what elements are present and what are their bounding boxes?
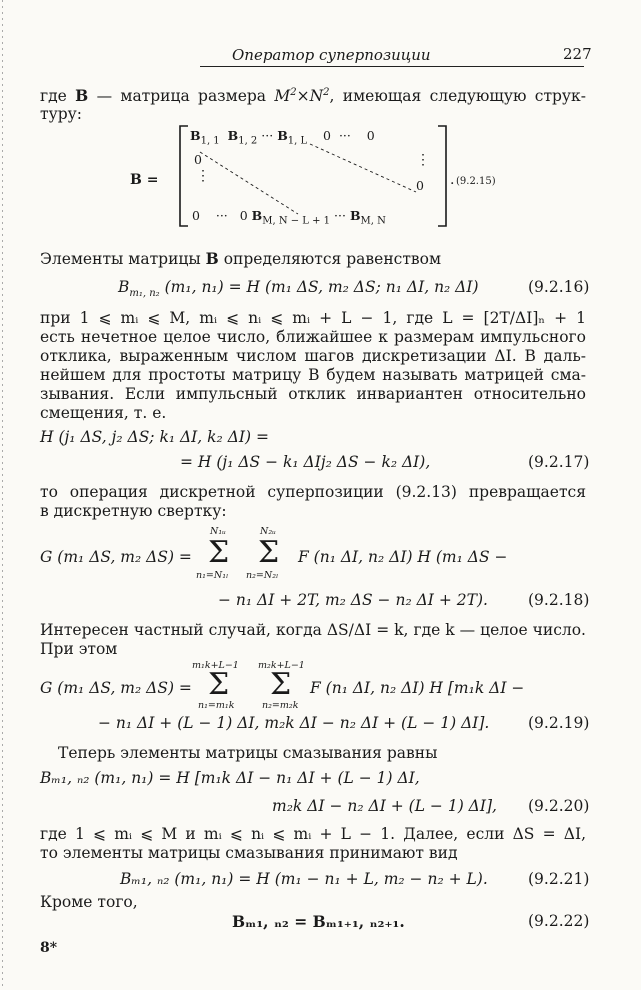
sum3-lower: n₁=m₁k xyxy=(198,700,235,711)
eq-9-2-18-lhs: G (m₁ ΔS, m₂ ΔS) = xyxy=(40,548,192,566)
para3-line3: отклика, выраженным числом шагов дискретизации ΔI. В даль- xyxy=(40,347,586,365)
eq-9-2-20-line1: Bₘ₁, ₙ₂ (m₁, n₁) = H [m₁k ΔI − n₁ ΔI + (L − 1) ΔI, xyxy=(40,769,420,787)
eq-9-2-22: Bₘ₁, ₙ₂ = Bₘ₁₊₁, ₙ₂₊₁. xyxy=(232,912,405,931)
matrix-row1: $B_{1, 1}$ $B_{1, 2}$ ··· $B_{1, L}$ 0 ··· 0 xyxy=(190,128,375,147)
para3-line4: нейшем для простоты матрицу B будем называть матрицей сма- xyxy=(40,366,586,384)
eq-number-9-2-17: (9.2.17) xyxy=(528,453,590,471)
page-number: 227 xyxy=(563,45,592,63)
para3-line1: при 1 ⩽ mᵢ ⩽ M, mᵢ ⩽ nᵢ ⩽ mᵢ + L − 1, где L = [2T/ΔI]ₙ + 1 xyxy=(40,309,586,327)
eq-9-2-17-line1: H (j₁ ΔS, j₂ ΔS; k₁ ΔI, k₂ ΔI) = xyxy=(40,428,269,446)
eq-9-2-21: Bₘ₁, ₙ₂ (m₁, n₁) = H (m₁ − n₁ + L, m₂ − n₂ + L). xyxy=(120,870,488,888)
eq-number-9-2-18: (9.2.18) xyxy=(528,591,590,609)
sum1-lower: n₁=N₁ₗ xyxy=(196,570,229,581)
eq-9-2-19-body: F (n₁ ΔI, n₂ ΔI) H [m₁k ΔI − xyxy=(310,679,525,697)
matrix-equation xyxy=(130,122,510,230)
sum3-sigma: Σ xyxy=(208,667,230,702)
sum1-sigma: Σ xyxy=(208,535,230,570)
running-title: Оператор суперпозиции xyxy=(232,46,431,64)
eq-9-2-17-line2: = H (j₁ ΔS − k₁ ΔIj₂ ΔS − k₂ ΔI), xyxy=(180,453,431,471)
matrix-vdots-right: ⋮ xyxy=(416,152,430,168)
sum1-upper: N₁ᵤ xyxy=(210,526,226,537)
para1-line1: где B — матрица размера $M^2\times N^2$, имеющая следующую струк- xyxy=(40,86,586,105)
eq-number-9-2-15: (9.2.15) xyxy=(456,176,496,187)
para7-line1: где 1 ⩽ mᵢ ⩽ M и mᵢ ⩽ nᵢ ⩽ mᵢ + L − 1. Далее, если ΔS = ΔI, xyxy=(40,825,586,843)
para3-line6: смещения, т. е. xyxy=(40,404,167,422)
para5-line2: При этом xyxy=(40,640,118,658)
eq-number-9-2-19: (9.2.19) xyxy=(528,714,590,732)
eq-9-2-18-line2: − n₁ ΔI + 2T, m₂ ΔS − n₂ ΔI + 2T). xyxy=(218,591,488,609)
header-rule xyxy=(200,66,584,67)
eq-9-2-20-line2: m₂k ΔI − n₂ ΔI + (L − 1) ΔI], xyxy=(272,797,497,815)
signature-mark: 8* xyxy=(40,940,58,956)
para2: Элементы матрицы B определяются равенством xyxy=(40,249,442,268)
page-edge xyxy=(2,0,3,990)
eq-9-2-19-line2: − n₁ ΔI + (L − 1) ΔI, m₂k ΔI − n₂ ΔI + (L − 1) ΔI]. xyxy=(98,714,490,732)
para3-line2: есть нечетное целое число, ближайшее к размерам импульсного xyxy=(40,328,586,346)
matrix-row-last: 0 ··· 0 $B_{M, N - L + 1}$ ··· $B_{M, N}$ xyxy=(192,208,386,227)
sum4-upper: m₂k+L−1 xyxy=(258,660,305,671)
sum3-upper: m₁k+L−1 xyxy=(192,660,239,671)
eq-9-2-19-lhs: G (m₁ ΔS, m₂ ΔS) = xyxy=(40,679,192,697)
eq-9-2-16: $B_{m_1, n_2}$ (m₁, n₁) = H (m₁ ΔS, m₂ ΔS; n₁ ΔI, n₂ ΔI) xyxy=(118,278,479,300)
eq-number-9-2-20: (9.2.20) xyxy=(528,797,590,815)
matrix-lhs: B = xyxy=(130,172,159,188)
sum4-sigma: Σ xyxy=(270,667,292,702)
eq-number-9-2-16: (9.2.16) xyxy=(528,278,590,296)
matrix-vdots-left: ⋮ xyxy=(196,168,210,184)
sum2-lower: n₂=N₂ₗ xyxy=(246,570,279,581)
para4-line2: в дискретную свертку: xyxy=(40,502,227,520)
para4-line1: то операция дискретной суперпозиции (9.2.13) превращается xyxy=(40,483,586,501)
para7-line2: то элементы матрицы смазывания принимают вид xyxy=(40,844,458,862)
matrix-cell-21: 0 xyxy=(194,152,202,167)
para6: Теперь элементы матрицы смазывания равны xyxy=(58,744,438,762)
eq-number-9-2-22: (9.2.22) xyxy=(528,912,590,930)
eq-number-9-2-21: (9.2.21) xyxy=(528,870,590,888)
para3-line5: зывания. Если импульсный отклик инвариантен относительно xyxy=(40,385,586,403)
matrix-cell-right: 0 xyxy=(416,178,424,193)
eq-9-2-18-body: F (n₁ ΔI, n₂ ΔI) H (m₁ ΔS − xyxy=(298,548,508,566)
sum4-lower: n₂=m₂k xyxy=(262,700,299,711)
para8: Кроме того, xyxy=(40,893,138,911)
sum2-sigma: Σ xyxy=(258,535,280,570)
para5-line1: Интересен частный случай, когда ΔS/ΔI = k, где k — целое число. xyxy=(40,621,586,639)
matrix-period: . xyxy=(450,172,455,188)
sum2-upper: N₂ᵤ xyxy=(260,526,276,537)
para1-line2: туру: xyxy=(40,105,82,123)
